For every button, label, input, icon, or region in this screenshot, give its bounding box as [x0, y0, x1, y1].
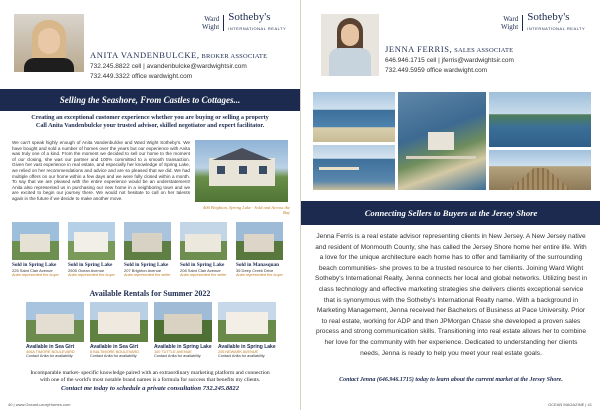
rental-photo — [218, 302, 276, 342]
agent-photo-jenna — [321, 14, 379, 76]
closing-statement: Incomparable market- specific knowledge paired with an extraordinary marketing platform and connection with one of the world's most notable brand names is a formula for success that benefits my clients. Contact me today to schedule a private consultation 732.245.8822 — [10, 370, 290, 392]
page-footer: 40 | www.OceanLuxuryHomes.com — [8, 402, 71, 407]
inlet-photo — [313, 145, 395, 190]
list-item: Available in Sea Girt 8 BALTIMORE BOULEVARD Contact Anita for availability — [90, 302, 148, 358]
section-banner: Selling the Seashore, From Castles to Cottages... — [0, 89, 300, 111]
listing-photo — [68, 222, 115, 260]
rental-photo — [90, 302, 148, 342]
headline: Creating an exceptional customer experience whether you are buying or selling a property Call Anita Vandenbulcke your trusted advisor, skilled negotiator and expert facilitator. — [31, 114, 269, 129]
page-footer: OCEAN MAGAZINE | 41 — [548, 402, 592, 407]
lake-photo — [489, 92, 591, 147]
listing-photo — [236, 222, 283, 260]
list-item: Available in Spring Lake 205 NEWARK AVENUE Contact Anita for availability — [218, 302, 276, 358]
testimonial-text: We can't speak highly enough of Anita Vandenbulcke and Ward Wight Sotheby's. We have bought and sold a number of homes over the years but our experience with Anita was truly one of a kind. From the moment we decided to sell our home to the moment of our closing, she was our partner and 100% committed to a smooth transaction. Given her vast experience in real estate, and especially her knowledge of Spring Lake, we relied on her recommendations and advice and are so pleased that we did. We had multiple offers on our home within a few days and we were fully closed within a month. To say that we are pleased with the entire experience would be an understatement! Anita also represented us in purchasing our new home in a neighboring town and we are excited to begin our journey there. We would not hesitate to call on her talents again in the future if we decide to make another move. — [12, 140, 190, 201]
list-item: Available in Spring Lake 100 TUTTLE AVENUE Contact Anita for availability — [154, 302, 212, 358]
list-item: Available in Sea Girt 406A TIMORE BOULEVARD Contact Anita for availability — [26, 302, 84, 358]
agent-contact: 646.946.1715 cell | jferris@wardwightsir.com 732.449.5959 office wardwight.com — [385, 57, 514, 74]
list-item: Sold in Spring Lake 225 Saint Clair Avenue Anita represented the buyer — [12, 222, 59, 277]
agent-bio: Jenna Ferris is a real estate advisor representing clients in New Jersey. A New Jersey native and resident of Monmouth County, she has called the Jersey Shore home her entire life. With a love for the unique architecture each home has to offer and familiarity of the surrounding beach communities- she proves to be a trusted resource to her clients. Joining Ward Wight Sotheby's International Realty, Jenna connects her local and global networks. Utilizing best in class technology and effective marketing strategies she delivers clients exceptional service that is synonymous with the Sotheby's International Realty name. With a background in Marketing Management, Jenna received her Bachelors of Business at Pace University. Prior to real estate, working for ADP and then JPMorgan Chase she developed a proven sales process and strong communication skills. Transitioning into real estate allows her to combine her love for the community with her experience. Dedicated to understanding her clients needs, Jenna is ready to help you meet your real estate goals. — [315, 233, 588, 357]
agent-name: JENNA FERRIS, SALES ASSOCIATE — [385, 44, 514, 54]
agent-contact: 732.245.8822 cell | avandenbulcke@wardwightsir.com 732.449.3322 office wardwight.com — [90, 63, 247, 80]
listing-photo — [180, 222, 227, 260]
photo-caption: 406 Brighton, Spring Lake · Sold and Across the Bay — [203, 205, 290, 215]
brand-logo: Ward Wight Sotheby's INTERNATIONAL REALTY — [501, 11, 586, 31]
agent-name: ANITA VANDENBULCKE, BROKER ASSOCIATE — [90, 50, 268, 60]
section-banner: Connecting Sellers to Buyers at the Jersey Shore — [301, 201, 600, 225]
list-item: Sold in Spring Lake 2505 Ocean Avenue Anita represented the buyer — [68, 222, 115, 277]
listing-photo — [124, 222, 171, 260]
rentals-title: Available Rentals for Summer 2022 — [89, 289, 211, 298]
closing-cta: Contact me today to schedule a private consultation 732.245.8822 — [60, 385, 240, 392]
right-page — [300, 0, 600, 410]
list-item: Sold in Manasquan 35 Deep Creek Drive Anita represented the buyer — [236, 222, 283, 277]
agent-photo-anita — [14, 14, 84, 72]
boardwalk-photo — [489, 150, 591, 190]
listing-photo — [12, 222, 59, 260]
contact-cta: Contact Jenna (646.946.1715) today to learn about the current market at the Jersey Shore. — [339, 377, 563, 383]
featured-home-photo — [195, 140, 288, 202]
brand-logo: Ward Wight Sotheby's INTERNATIONAL REALTY — [202, 11, 287, 31]
rental-photo — [26, 302, 84, 342]
rental-photo — [154, 302, 212, 342]
list-item: Sold in Spring Lake 207 Brighton Avenue Anita represented the seller — [124, 222, 171, 277]
aerial-photo — [398, 92, 486, 190]
beach-photo — [313, 92, 395, 142]
list-item: Sold in Spring Lake 208 Saint Clair Avenue Anita represented the seller — [180, 222, 227, 277]
